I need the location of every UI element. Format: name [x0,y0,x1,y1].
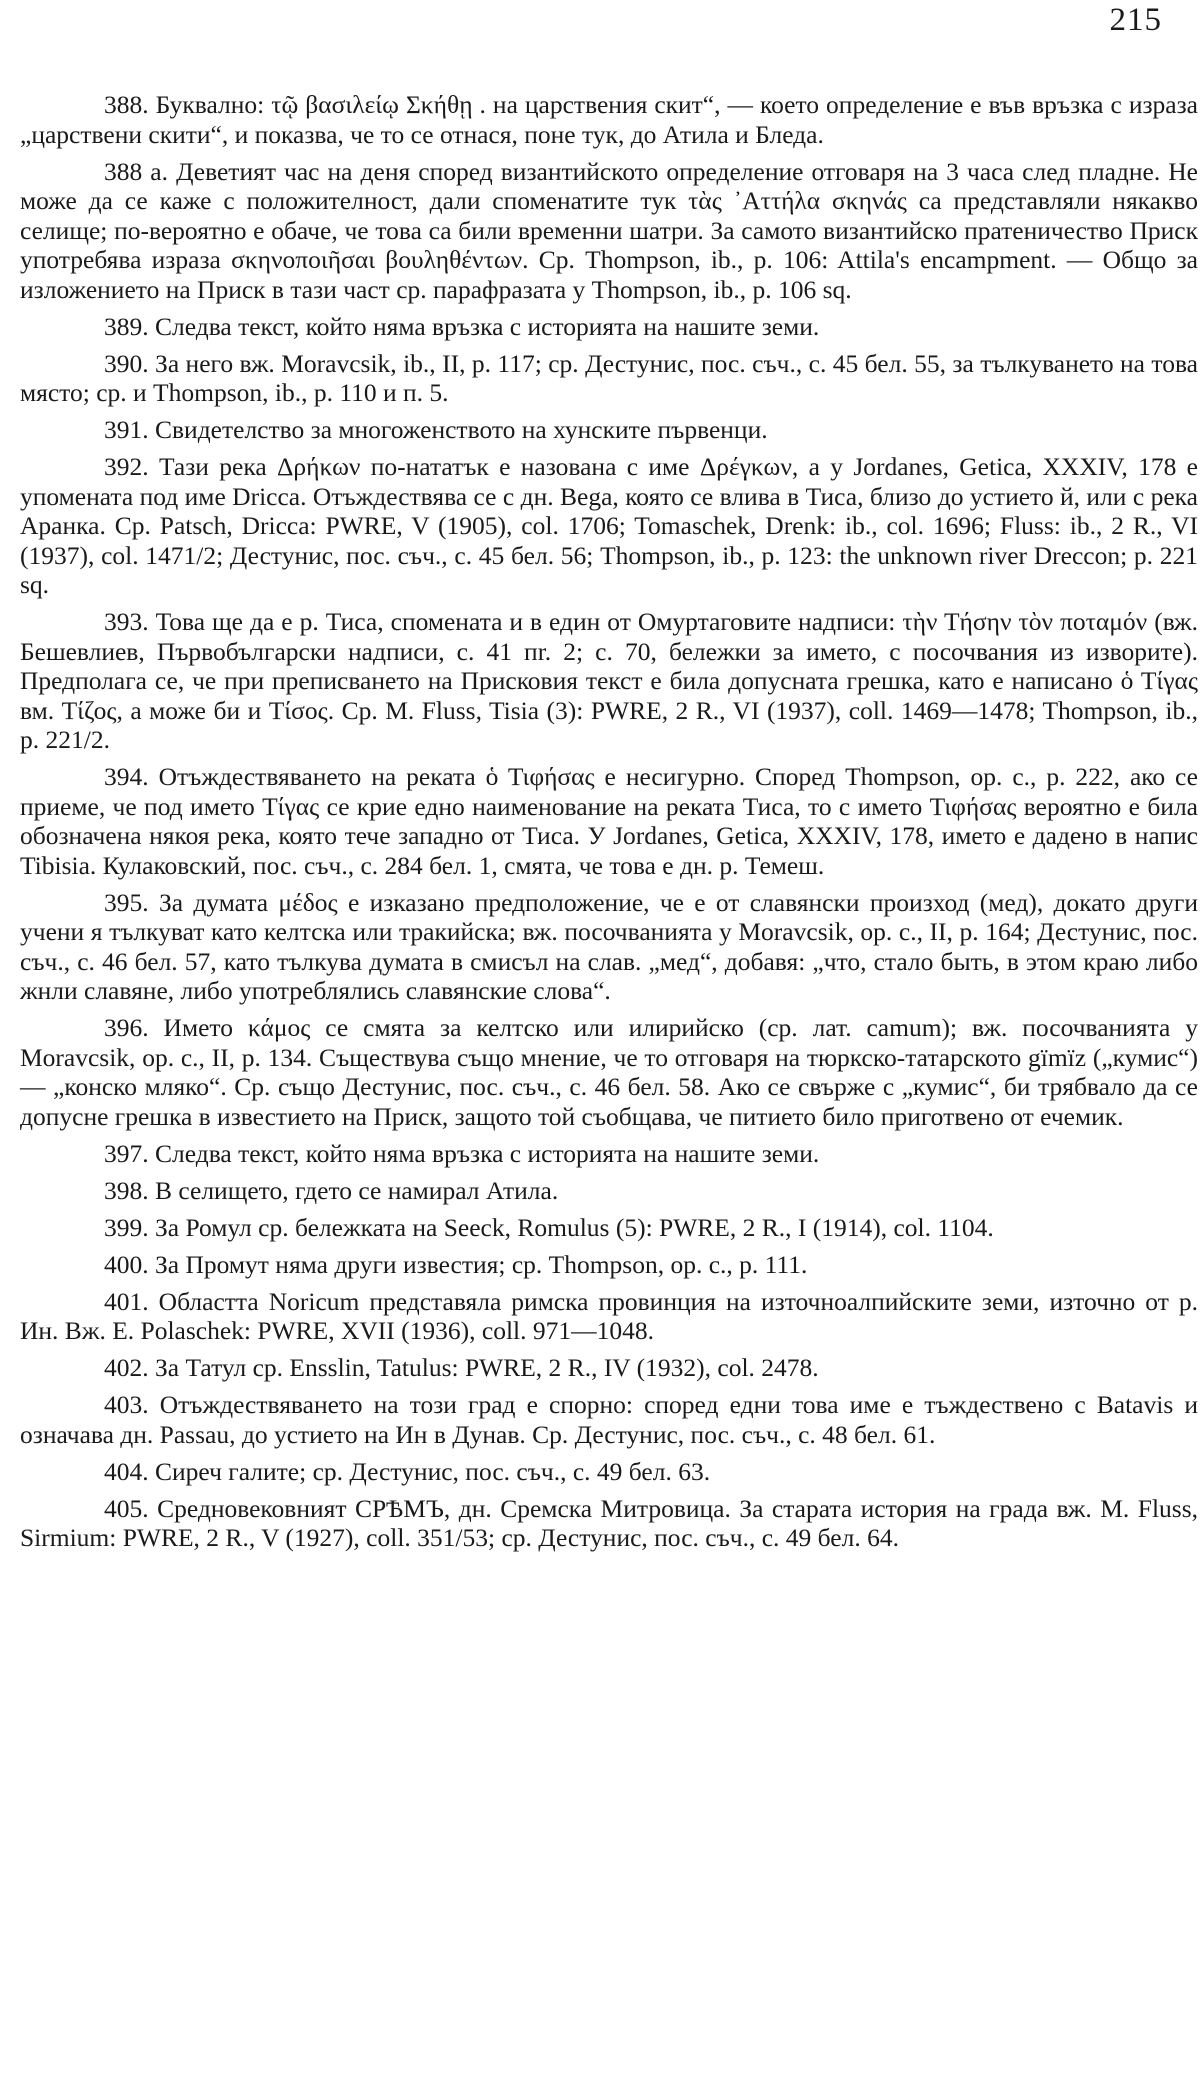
note-number: 401. [104,1286,149,1316]
note-number: 404. [104,1456,149,1486]
note-text: Деветият час на деня според византийското определение отговаря на 3 часа след пладне. Не може да се каже с положителност, дали споменатите тук τὰς ᾽Αττήλα σκηνάς са представляли някакво селище; по-вероятно е обаче, че това са били временни шатри. За самото византийско пратеничество Приск употребява израза σκηνοποιῆσαι βουληθέντων. Ср. Thompson, ib., p. 106: Attila's encampment. — Общо за изложението на Приск в тази част ср. парафразата у Thompson, ib., p. 106 sq. [20,156,1198,304]
note-text: Следва текст, който няма връзка с историята на нашите земи. [155,311,820,341]
note-text: Свидетелство за многоженството на хунските първенци. [155,415,768,444]
note-number: 403. [104,1390,149,1419]
note-number: 389. [104,311,149,341]
note-text: Това ще да е р. Тиса, спомената и в един от Омуртаговите надписи: τὴν Τήσην τὸν ποταμόν (вж. Бешевлиев, Първобългарски надписи, с. 41 пr. 2; с. 70, бележки за името, с посочвания из изворите). Предполага се, че при преписването на Присковия текст е била допусната грешка, като е написано ὁ Τίγας вм. Τίζος, а може би и Τίσος. Ср. M. Fluss, Tisia (3): PWRE, 2 R., VI (1937), coll. 1469—1478; Thompson, ib., p. 221/2. [20,607,1198,754]
note-text: За Ромул ср. бележката на Seeck, Romulus (5): PWRE, 2 R., I (1914), col. 1104. [155,1212,994,1242]
note-388a [20,157,1198,305]
note-text: В селището, гдето се намирал Атила. [155,1175,559,1205]
note-number: 393. [104,607,149,636]
note-number: 394. [104,762,149,791]
note-text: Тази река Δρήκων по-нататък е назована с име Δρέγκων, а у Jordanes, Getica, XXXIV, 178 е упомената под име Dricca. Отъждествява се с дн. Bega, която се влива в Тиса, близо до устието й, или с река Аранка. Ср. Patsch, Dricca: PWRE, V (1905), col. 1706; Tomaschek, Drenk: ib., col. 1696; Fluss: ib., 2 R., VI (1937), col. 1471/2; Дестунис, пос. съч., с. 45 бел. 56; Thompson, ib., p. 123: the unknown river Dreccon; p. 221 sq. [20,452,1198,599]
note-391 [20,415,1198,445]
note-text: За Татул ср. Ensslin, Tatulus: PWRE, 2 R., IV (1932), col. 2478. [155,1353,819,1382]
note-389 [20,312,1198,342]
note-text: За него вж. Moravcsik, ib., II, p. 117; ср. Дестунис, пос. съч., с. 45 бел. 55, за тълкуването на това място; ср. и Thompson, ib., p. 110 и п. 5. [20,348,1198,407]
note-390 [20,349,1198,408]
note-392 [20,452,1198,600]
note-number: 399. [104,1212,149,1242]
note-number: 397. [104,1138,149,1168]
note-number: 392. [104,452,149,481]
note-text: Следва текст, който няма връзка с историята на нашите земи. [155,1138,820,1168]
note-398 [20,1176,1198,1206]
note-397 [20,1139,1198,1169]
note-388 [20,90,1198,149]
note-number: 388. [104,90,149,119]
note-394 [20,762,1198,880]
note-text: Областта Noricum представяла римска провинция на източноалпийските земи, източно от р. Ин. Вж. E. Polaschek: PWRE, XVII (1936), coll. 971—1048. [20,1286,1199,1345]
note-text: Буквално: τῷ βασιλείῳ Σκήθῃ . на царствения скит“, — което определение е във връзка с израза „царствени скити“, и показва, че то се отнася, поне тук, до Атила и Бледа. [20,90,1198,149]
note-401 [20,1287,1198,1346]
note-number: 396. [104,1013,149,1042]
note-405 [20,1494,1198,1553]
note-395 [20,888,1198,1006]
note-text: Отъждествяването на реката ὁ Τιφήσας е несигурно. Според Thompson, op. c., p. 222, ако се приеме, че под името Τίγας се крие едно наименование на реката Тиса, то с името Τιφήσας вероятно е била обозначена някоя река, която тече западно от Тиса. У Jordanes, Getica, XXXIV, 178, името е дадено в напис Tibisia. Кулаковский, пос. съч., с. 284 бел. 1, смята, че това е дн. р. Темеш. [20,762,1199,880]
note-number: 390. [104,348,149,378]
note-text: Сиреч галите; ср. Дестунис, пос. съч., с. 49 бел. 63. [155,1456,711,1486]
note-text: Отъждествяването на този град е спорно: според едни това име е тъждествено с Batavis и означава дн. Passau, до устието на Ин в Дунав. Ср. Дестунис, пос. съч., с. 48 бел. 61. [20,1390,1198,1449]
note-number: 405. [104,1493,149,1523]
note-text: Името κάμος се смята за келтско или илирийско (ср. лат. camum); вж. посочванията у Moravcsik, op. c., II, p. 134. Съществува също мнение, че то отговаря на тюркско-татарското gïmïz („кумис“) — „конско мляко“. Ср. също Дестунис, пос. съч., с. 46 бел. 58. Ако се свърже с „кумис“, би трябвало да се допусне грешка в известието на Приск, защото той съобщава, че питието било приготвено от ечемик. [20,1013,1198,1131]
note-text: За Промут няма други известия; ср. Thompson, op. c., p. 111. [155,1249,808,1279]
note-text: Средновековният СРѢМЪ, дн. Сремска Митровица. За старата история на града вж. M. Fluss, Sirmium: PWRE, 2 R., V (1927), coll. 351/53; ср. Дестунис, пос. съч., с. 49 бел. 64. [20,1493,1199,1552]
footnotes-list [20,90,1198,1560]
note-393 [20,607,1198,755]
note-396 [20,1013,1198,1131]
note-number: 391. [104,415,149,444]
note-number: 402. [104,1353,149,1382]
note-399 [20,1213,1198,1243]
note-text: За думата μέδος е изказано предположение, че е от славянски произход (мед), докато други учени я тълкуват като келтска или тракийска; вж. посочванията у Moravcsik, op. c., II, p. 164; Дестунис, пос. съч., с. 46 бел. 57, като тълкува думата в смисъл на слав. „мед“, добавя: „что, стало быть, в этом краю либо жнли славяне, либо употреблялись славянские слова“. [20,887,1198,1005]
note-number: 398. [104,1175,149,1205]
note-404 [20,1457,1198,1487]
note-number: 388 а. [104,156,168,186]
note-number: 400. [104,1249,149,1279]
note-400 [20,1250,1198,1280]
note-403 [20,1390,1198,1449]
page-number: 215 [1109,2,1162,38]
note-number: 395. [104,887,149,917]
note-402 [20,1353,1198,1383]
